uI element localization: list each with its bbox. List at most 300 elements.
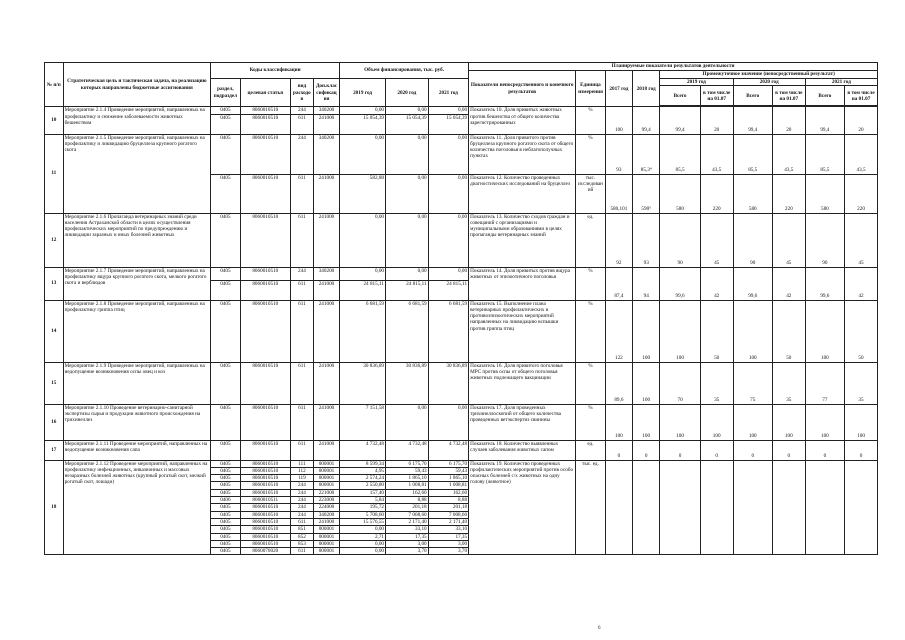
row-value xyxy=(845,460,878,555)
row-indicator: Показатель 16. Доля привитого поголовья МРС против оспы от общего поголовья животных подлежащего вакцинации xyxy=(469,362,576,404)
header-code-section: раздел, подраздел xyxy=(211,79,241,107)
code-extra: 000001 xyxy=(313,467,339,474)
code-type: 611 xyxy=(290,213,313,267)
code-article: 8060010510 xyxy=(240,174,290,213)
row-value: 99,6 xyxy=(805,267,844,300)
code-extra: 224000 xyxy=(313,504,339,511)
header-code-article: целевая статья xyxy=(240,79,290,107)
row-value: 590⁵ xyxy=(633,174,660,213)
code-article: 8060010510 xyxy=(240,526,290,533)
header-goal: Стратегическая цель и тактическая задача, на реализацию которых направлены бюджетные ассигнования xyxy=(63,63,211,107)
code-section: 0406 xyxy=(211,497,241,504)
finance-2019: 6 681,59 xyxy=(340,300,386,362)
finance-2019: 30 836,89 xyxy=(340,362,386,404)
row-value: 100 xyxy=(605,404,632,440)
row-value: 0 xyxy=(660,440,700,460)
budget-table-body xyxy=(45,107,878,555)
finance-2021: 0,00 xyxy=(428,107,468,114)
row-indicator: Показатель 17. Доля проведенных трихинеллоскопий от общего количества проведенных ветэкспертиз свинины xyxy=(469,404,576,440)
row-value xyxy=(805,460,844,555)
code-article: 8060010510 xyxy=(240,107,290,114)
header-code-type: вид расходов xyxy=(290,79,313,107)
row-value: 100 xyxy=(660,300,700,362)
row-value: 20 xyxy=(845,107,878,134)
row-unit: % xyxy=(576,107,606,134)
header-fin-2019: 2019 год xyxy=(340,79,386,107)
finance-2019: 0,00 xyxy=(340,134,386,174)
finance-2021: 2 171,40 xyxy=(428,518,468,525)
code-type: 119 xyxy=(290,475,313,482)
table-row xyxy=(45,107,878,114)
code-section: 0405 xyxy=(211,548,241,555)
row-value: 42 xyxy=(700,267,733,300)
finance-2021: 162,60 xyxy=(428,489,468,496)
row-value: 99,4 xyxy=(633,107,660,134)
row-goal: Мероприятие 2.1.10 Проведение ветеринарно-санитарной экспертизы сырья и продукции животного происхождения на трихинеллез xyxy=(63,404,211,440)
row-value: 43,5 xyxy=(845,134,878,174)
code-type: 112 xyxy=(290,467,313,474)
row-unit: ед. xyxy=(576,440,606,460)
row-value: 100 xyxy=(660,404,700,440)
header-int-2021: 2021 год xyxy=(805,79,877,86)
finance-2021: 201,18 xyxy=(428,504,468,511)
row-value: 93 xyxy=(605,134,632,174)
header-planned: Планируемые показатели результатов деятельности xyxy=(469,63,878,71)
code-extra: 241000 xyxy=(313,404,339,440)
row-indicator: Показатель 14. Доля привитых против ящура животных от эпизоотичного поголовья xyxy=(469,267,576,300)
header-int-2019: 2019 год xyxy=(660,79,733,86)
finance-2019: 157,40 xyxy=(340,489,386,496)
code-type: 244 xyxy=(290,482,313,489)
code-section: 0405 xyxy=(211,440,241,460)
header-num: № п/п xyxy=(45,63,64,107)
finance-2019: 5,84 xyxy=(340,497,386,504)
finance-2019: 0,00 xyxy=(340,526,386,533)
code-section: 0405 xyxy=(211,107,241,114)
code-section: 0405 xyxy=(211,533,241,540)
header-total-2020: Всего xyxy=(733,86,772,106)
table-row xyxy=(45,134,878,174)
row-value: 35 xyxy=(845,362,878,404)
finance-2021: 6 175,70 xyxy=(428,460,468,467)
finance-2020: 0,00 xyxy=(386,404,429,440)
finance-2020: 6 175,70 xyxy=(386,460,429,467)
row-value: 100 xyxy=(772,404,805,440)
budget-table-sheet xyxy=(44,62,878,555)
code-extra: 241000 xyxy=(313,213,339,267)
row-value: 70 xyxy=(660,362,700,404)
finance-2019: 15 576,55 xyxy=(340,518,386,525)
finance-2019: 2 574,24 xyxy=(340,475,386,482)
row-value: 20 xyxy=(772,107,805,134)
code-extra: 241000 xyxy=(313,174,339,213)
code-type: 244 xyxy=(290,267,313,280)
finance-2020: 6 681,59 xyxy=(386,300,429,362)
row-indicator: Показатель 11. Доля привитого против бруцеллеза крупного рогатого скота от общего количества поголовья в неблагополучных пунктах xyxy=(469,134,576,174)
code-section: 0405 xyxy=(211,467,241,474)
finance-2020: 0,00 xyxy=(386,213,429,267)
header-incl-2021: в том числе на 01.07 xyxy=(845,86,878,106)
row-unit: % xyxy=(576,404,606,440)
row-indicator: Показатель 15. Выполнение плана ветеринарных профилактических и противоэпизоотических мероприятий направленных на ликвидацию вспышки против гриппа птиц xyxy=(469,300,576,362)
code-extra: 000001 xyxy=(313,533,339,540)
table-row xyxy=(45,300,878,362)
row-value: 99,4 xyxy=(805,107,844,134)
finance-2019: 195,72 xyxy=(340,504,386,511)
table-row xyxy=(45,460,878,467)
finance-2019: 7 151,58 xyxy=(340,404,386,440)
finance-2020: 30 836,89 xyxy=(386,362,429,404)
code-type: 111 xyxy=(290,460,313,467)
code-type: 611 xyxy=(290,114,313,134)
row-value: 43,5 xyxy=(700,134,733,174)
finance-2021: 0,00 xyxy=(428,404,468,440)
code-type: 611 xyxy=(290,548,313,555)
finance-2019: 0,00 xyxy=(340,213,386,267)
header-2018: 2018 год xyxy=(633,71,660,107)
finance-2020: 3,00 xyxy=(386,540,429,547)
code-section: 0405 xyxy=(211,300,241,362)
row-value: 100 xyxy=(733,404,772,440)
finance-2020: 17,35 xyxy=(386,533,429,540)
code-section: 0405 xyxy=(211,511,241,518)
row-indicator: Показатель 13. Количество сходов граждан и совещаний с организациями и муниципальными образованиями в целях пропаганды ветеринарных знаний xyxy=(469,213,576,267)
row-unit: тыс. исследований xyxy=(576,174,606,213)
code-article: 8060070020 xyxy=(240,548,290,555)
row-value: 42 xyxy=(845,267,878,300)
row-value: 99,6 xyxy=(660,267,700,300)
row-value xyxy=(660,460,700,555)
code-extra: 340200 xyxy=(313,134,339,174)
page-number: 6 xyxy=(598,626,601,631)
finance-2020: 7 008,60 xyxy=(386,511,429,518)
code-article: 8060010510 xyxy=(240,467,290,474)
row-value: 93 xyxy=(633,213,660,267)
row-value: 0 xyxy=(845,440,878,460)
code-extra: 000001 xyxy=(313,548,339,555)
row-value: 90 xyxy=(733,213,772,267)
row-value xyxy=(633,460,660,555)
row-index: 16 xyxy=(45,404,64,440)
code-article: 8060010510 xyxy=(240,460,290,467)
row-value: 50 xyxy=(772,300,805,362)
code-article: 8060010510 xyxy=(240,362,290,404)
row-value: 92 xyxy=(605,213,632,267)
finance-2020: 1 865,10 xyxy=(386,475,429,482)
code-type: 611 xyxy=(290,518,313,525)
row-value: 580 xyxy=(660,174,700,213)
code-section: 0405 xyxy=(211,460,241,467)
finance-2020: 0,00 xyxy=(386,174,429,213)
code-extra: 000001 xyxy=(313,540,339,547)
finance-2019: 0,00 xyxy=(340,107,386,114)
row-value: 122 xyxy=(605,300,632,362)
finance-2021: 3,70 xyxy=(428,548,468,555)
row-value: 100 xyxy=(605,107,632,134)
finance-2019: 15 054,39 xyxy=(340,114,386,134)
code-section: 0405 xyxy=(211,482,241,489)
code-article: 8060010510 xyxy=(240,267,290,280)
code-type: 611 xyxy=(290,440,313,460)
row-value: 94 xyxy=(633,267,660,300)
code-extra: 223000 xyxy=(313,497,339,504)
row-value: 100 xyxy=(845,404,878,440)
finance-2021: 15 054,39 xyxy=(428,114,468,134)
header-incl-2020: в том числе на 01.07 xyxy=(772,86,805,106)
header-fin-2021: 2021 год xyxy=(428,79,468,107)
row-goal: Мероприятие 2.1.5 Проведение мероприятий, направленных на профилактику и ликвидацию бруцеллеза крупного рогатого скота xyxy=(63,134,211,213)
code-type: 244 xyxy=(290,134,313,174)
finance-2021: 6 681,59 xyxy=(428,300,468,362)
row-unit: % xyxy=(576,362,606,404)
row-goal: Мероприятие 2.1.11 Проведение мероприятий, направленных на недопущение возникновения сапа xyxy=(63,440,211,460)
row-goal: Мероприятие 2.1.4 Проведение мероприятий, направленных на профилактику и снижение заболеваемости животных бешенством xyxy=(63,107,211,134)
row-value: 0 xyxy=(805,440,844,460)
row-value: 100 xyxy=(733,300,772,362)
code-extra: 241000 xyxy=(313,362,339,404)
code-section: 0405 xyxy=(211,213,241,267)
row-value: 75 xyxy=(733,362,772,404)
code-type: 611 xyxy=(290,404,313,440)
code-article: 8060010510 xyxy=(240,134,290,174)
finance-2020: 201,18 xyxy=(386,504,429,511)
code-section: 0405 xyxy=(211,526,241,533)
row-goal: Мероприятие 2.1.9 Проведение мероприятий, направленных на недопущение возникновения оспы овец и коз xyxy=(63,362,211,404)
code-section: 0405 xyxy=(211,114,241,134)
row-index: 17 xyxy=(45,440,64,460)
row-unit: % xyxy=(576,300,606,362)
code-article: 8060010510 xyxy=(240,404,290,440)
code-article: 8060010510 xyxy=(240,489,290,496)
row-value: 0 xyxy=(605,440,632,460)
code-article: 8060010510 xyxy=(240,440,290,460)
code-section: 0405 xyxy=(211,134,241,174)
finance-2019: 5 708,60 xyxy=(340,511,386,518)
row-goal: Мероприятие 2.1.8 Проведение мероприятий, направленных на профилактику гриппа птиц xyxy=(63,300,211,362)
code-section: 0405 xyxy=(211,280,241,300)
code-extra: 221000 xyxy=(313,489,339,496)
code-extra: 241000 xyxy=(313,440,339,460)
finance-2021: 24 815,11 xyxy=(428,280,468,300)
row-value: 580,101 xyxy=(605,174,632,213)
header-2017: 2017 год xyxy=(605,71,632,107)
code-type: 853 xyxy=(290,540,313,547)
header-unit: Единица измерения xyxy=(576,71,606,107)
finance-2021: 3,00 xyxy=(428,540,468,547)
table-row xyxy=(45,404,878,440)
row-unit: % xyxy=(576,134,606,174)
header-incl-2019: в том числе на 01.07 xyxy=(700,86,733,106)
header-code-extra: Доп.классификация xyxy=(313,79,339,107)
row-value: 20 xyxy=(700,107,733,134)
code-section: 0405 xyxy=(211,489,241,496)
code-extra: 241000 xyxy=(313,114,339,134)
row-value: 220 xyxy=(772,174,805,213)
code-section: 0405 xyxy=(211,540,241,547)
row-index: 12 xyxy=(45,213,64,267)
row-index: 13 xyxy=(45,267,64,300)
finance-2020: 2 171,40 xyxy=(386,518,429,525)
row-indicator: Показатель 10. Доля привитых животных против бешенства от общего количества зарегистрированных xyxy=(469,107,576,134)
finance-2021: 0,00 xyxy=(428,174,468,213)
row-value xyxy=(605,460,632,555)
code-extra: 000001 xyxy=(313,460,339,467)
finance-2019: 8 599,34 xyxy=(340,460,386,467)
row-value: 580 xyxy=(805,174,844,213)
table-row xyxy=(45,362,878,404)
finance-2021: 0,00 xyxy=(428,213,468,267)
row-value: 0 xyxy=(772,440,805,460)
finance-2021: 0,00 xyxy=(428,267,468,280)
row-index: 14 xyxy=(45,300,64,362)
finance-2020: 33,10 xyxy=(386,526,429,533)
finance-2020: 0,00 xyxy=(386,134,429,174)
row-value: 85,5 xyxy=(733,134,772,174)
code-type: 244 xyxy=(290,511,313,518)
header-finance: Объем финансирования, тыс. руб. xyxy=(340,63,469,79)
table-row xyxy=(45,267,878,280)
code-extra: 000001 xyxy=(313,475,339,482)
row-unit: тыс. ед. xyxy=(576,460,606,555)
finance-2019: 4 732,48 xyxy=(340,440,386,460)
row-goal: Мероприятие 2.1.7 Проведение мероприятий, направленных на профилактику ящура крупного рогатого скота, мелкого рогатого скота и верблюдов xyxy=(63,267,211,300)
row-index: 18 xyxy=(45,460,64,555)
row-value: 50 xyxy=(845,300,878,362)
code-article: 8060010510 xyxy=(240,540,290,547)
row-value: 45 xyxy=(772,213,805,267)
code-article: 8060010510 xyxy=(240,482,290,489)
row-value: 220 xyxy=(845,174,878,213)
code-section: 0405 xyxy=(211,504,241,511)
finance-2021: 1 008,81 xyxy=(428,482,468,489)
code-section: 0405 xyxy=(211,267,241,280)
code-article: 8060010510 xyxy=(240,518,290,525)
code-article: 8060010510 xyxy=(240,280,290,300)
budget-table xyxy=(44,62,878,555)
finance-2020: 59,43 xyxy=(386,467,429,474)
finance-2019: 2 550,80 xyxy=(340,482,386,489)
code-extra: 241000 xyxy=(313,280,339,300)
code-extra: 340200 xyxy=(313,511,339,518)
row-value: 0 xyxy=(733,440,772,460)
row-indicator: Показатель 12. Количество проведенных диагностических исследований на бруцеллез xyxy=(469,174,576,213)
row-goal: Мероприятие 2.1.6 Пропаганда ветеринарных знаний среди населения Астраханской области в целях осуществления профилактических мероприятий по предупреждению и ликвидации заразных и иных болезней животных xyxy=(63,213,211,267)
code-type: 611 xyxy=(290,174,313,213)
finance-2019: 0,00 xyxy=(340,540,386,547)
code-article: 8060010510 xyxy=(240,511,290,518)
row-value xyxy=(772,460,805,555)
finance-2019: 2,71 xyxy=(340,533,386,540)
code-extra: 000001 xyxy=(313,482,339,489)
code-type: 611 xyxy=(290,280,313,300)
code-extra: 340200 xyxy=(313,267,339,280)
row-value: 0 xyxy=(700,440,733,460)
row-value: 35 xyxy=(700,362,733,404)
code-article: 8060010510 xyxy=(240,114,290,134)
finance-2020: 24 815,11 xyxy=(386,280,429,300)
row-value: 45 xyxy=(845,213,878,267)
row-value: 90 xyxy=(660,213,700,267)
code-article: 8060010510 xyxy=(240,504,290,511)
row-index: 11 xyxy=(45,134,64,213)
code-extra: 340200 xyxy=(313,107,339,114)
code-article: 8060010510 xyxy=(240,533,290,540)
row-value: 85,3⁴ xyxy=(633,134,660,174)
finance-2020: 15 054,39 xyxy=(386,114,429,134)
row-indicator: Показатель 18. Количество выявленных случаев заболевания животных сапом xyxy=(469,440,576,460)
finance-2021: 17,35 xyxy=(428,533,468,540)
finance-2020: 0,00 xyxy=(386,107,429,114)
code-extra: 241000 xyxy=(313,518,339,525)
code-extra: 000001 xyxy=(313,526,339,533)
row-value: 99,4 xyxy=(733,107,772,134)
header-int-2020: 2020 год xyxy=(733,79,805,86)
header-intermediate: Промежуточное значение (непосредственный результат) xyxy=(660,71,878,79)
code-section: 0405 xyxy=(211,174,241,213)
row-value: 580 xyxy=(733,174,772,213)
row-value xyxy=(733,460,772,555)
row-value: 99,4 xyxy=(660,107,700,134)
code-section: 0405 xyxy=(211,404,241,440)
code-section: 0405 xyxy=(211,518,241,525)
code-section: 0405 xyxy=(211,362,241,404)
row-index: 10 xyxy=(45,107,64,134)
row-value: 89,6 xyxy=(605,362,632,404)
row-value xyxy=(700,460,733,555)
row-value: 45 xyxy=(700,213,733,267)
row-unit: % xyxy=(576,267,606,300)
finance-2019: 0,00 xyxy=(340,267,386,280)
row-value: 43,5 xyxy=(772,134,805,174)
finance-2021: 8,88 xyxy=(428,497,468,504)
code-extra: 241000 xyxy=(313,300,339,362)
header-indicators: Показатели непосредственного и конечного результатов xyxy=(469,71,576,107)
finance-2019: 24 815,11 xyxy=(340,280,386,300)
finance-2021: 7 008,60 xyxy=(428,511,468,518)
row-value: 100 xyxy=(805,404,844,440)
row-value: 90 xyxy=(805,213,844,267)
finance-2020: 3,70 xyxy=(386,548,429,555)
row-value: 50 xyxy=(700,300,733,362)
code-type: 244 xyxy=(290,489,313,496)
finance-2020: 0,00 xyxy=(386,267,429,280)
code-type: 851 xyxy=(290,526,313,533)
finance-2019: 582,88 xyxy=(340,174,386,213)
code-type: 244 xyxy=(290,504,313,511)
finance-2021: 59,43 xyxy=(428,467,468,474)
row-value: 99,6 xyxy=(733,267,772,300)
row-value: 87,4 xyxy=(605,267,632,300)
header-fin-2020: 2020 год xyxy=(386,79,429,107)
finance-2020: 4 732,48 xyxy=(386,440,429,460)
row-value: 35 xyxy=(772,362,805,404)
row-value: 100 xyxy=(633,300,660,362)
row-value: 42 xyxy=(772,267,805,300)
header-total-2019: Всего xyxy=(660,86,700,106)
code-type: 611 xyxy=(290,362,313,404)
row-goal: Мероприятие 2.1.12 Проведение мероприятий, направленных на профилактику инфекционных, инвазионных и массовых незаразных болезней животных (крупный рогатый скот, мелкий рогатый скот, лошади) xyxy=(63,460,211,555)
row-value: 85,5 xyxy=(660,134,700,174)
code-article: 8060010510 xyxy=(240,300,290,362)
row-value: 77 xyxy=(805,362,844,404)
finance-2019: 4,95 xyxy=(340,467,386,474)
row-unit: ед. xyxy=(576,213,606,267)
code-section: 0405 xyxy=(211,475,241,482)
finance-2021: 30 836,89 xyxy=(428,362,468,404)
header-total-2021: Всего xyxy=(805,86,844,106)
code-article: 8060010511 xyxy=(240,497,290,504)
finance-2021: 0,00 xyxy=(428,134,468,174)
